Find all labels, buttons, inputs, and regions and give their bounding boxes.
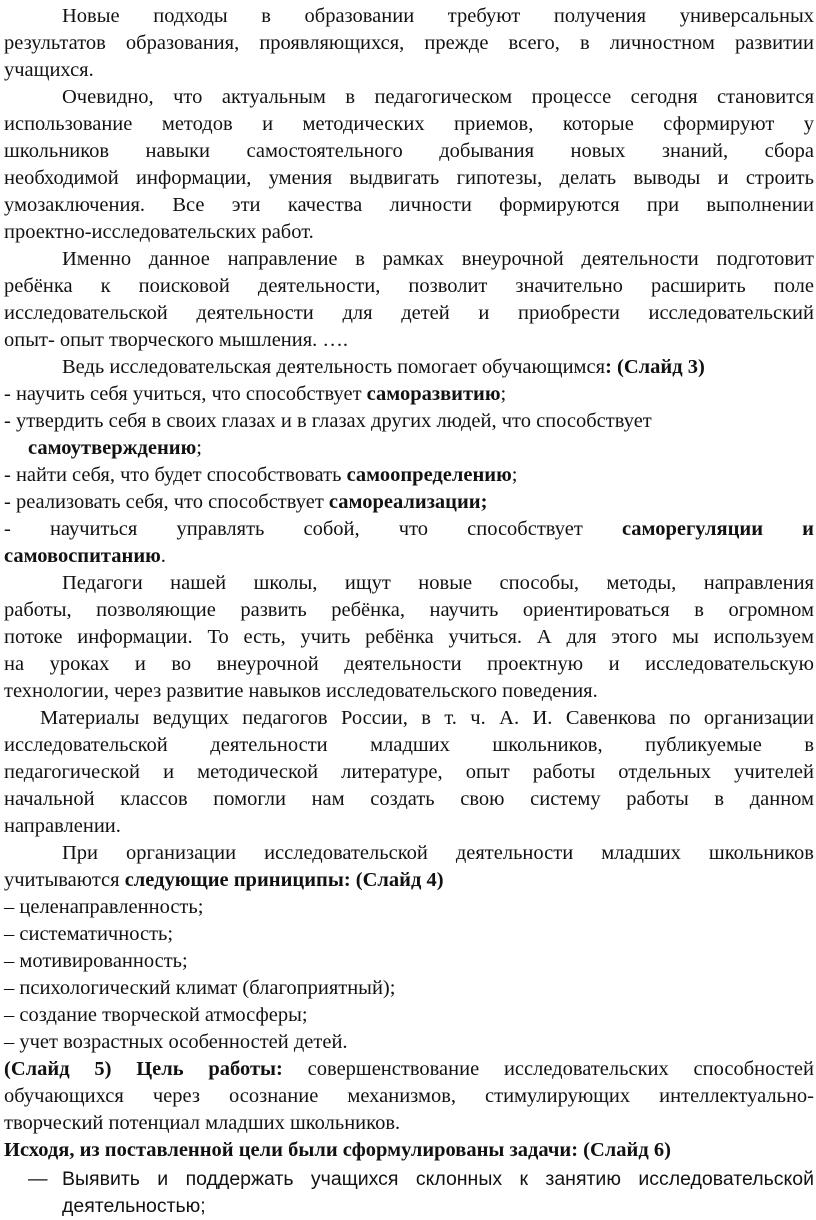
principles-heading: следующие приниципы: (Слайд 4) [124, 869, 444, 891]
task-item: Выявить и поддержать учащихся склонных к занятию исследовательской [62, 1168, 814, 1190]
bold-term: самореализации; [328, 491, 488, 513]
list-item [4, 489, 814, 516]
principle-item: – мотивированность; [4, 950, 188, 972]
text-line: творческий потенциал младших школьников. [4, 1112, 401, 1134]
text-line: необходимой информации, умения выдвигать гипотезы, делать выводы и строить [4, 167, 814, 189]
text-run: - реализовать себя, что способствует [4, 491, 329, 513]
list-item [4, 516, 814, 543]
text-run: ; [196, 437, 202, 459]
slide-ref: : (Слайд 3) [605, 356, 705, 378]
text-run: . [160, 545, 166, 567]
principle-item: – учет возрастных особенностей детей. [4, 1031, 348, 1053]
text-line: учащихся. [4, 59, 94, 81]
text-line: При организации исследовательской деятельности младших школьников [62, 842, 814, 864]
text-line: опыт- опыт творческого мышления. …. [4, 329, 349, 351]
principle-item: – целенаправленность; [4, 896, 204, 918]
task-item-continuation: деятельностью; [62, 1195, 206, 1217]
text-run: совершенствование исследовательских способностей [282, 1058, 815, 1080]
list-item: - утвердить себя в своих глазах и в глазах других людей, что способствует [4, 410, 652, 432]
goal-label: (Слайд 5) Цель работы: [4, 1058, 283, 1080]
text-run: Ведь исследовательская деятельность помогает обучающимся [62, 356, 606, 378]
principle-item: – психологический климат (благоприятный); [4, 977, 396, 999]
text-line: использование методов и методических приемов, которые сформируют у [4, 113, 814, 135]
text-line: технологии, через развитие навыков исследовательского поведения. [4, 680, 598, 702]
text-line: Педагоги нашей школы, ищут новые способы, методы, направления [62, 572, 814, 594]
tasks-heading [4, 1137, 814, 1164]
text-line: умозаключения. Все эти качества личности формируются при выполнении [4, 194, 814, 216]
text-run: ; [511, 464, 518, 486]
text-line [4, 867, 814, 894]
dash-bullet: — [28, 1168, 48, 1190]
text-line: Очевидно, что актуальным в педагогическом процессе сегодня становится [62, 86, 814, 108]
bold-term: саморегуляции и [621, 518, 814, 540]
text-line: начальной классов помогли нам создать свою систему работы в данном [4, 788, 814, 810]
bold-heading: Исходя, из поставленной цели были сформулированы задачи: (Слайд 6) [4, 1139, 671, 1161]
list-item-continuation [28, 435, 814, 462]
text-line: педагогической и методической литературе, опыт работы отдельных учителей [4, 761, 814, 783]
text-line: Именно данное направление в рамках внеурочной деятельности подготовит [62, 248, 814, 270]
list-item [4, 462, 814, 489]
text-run: - научить себя учиться, что способствует [4, 383, 367, 405]
text-run: учитываются [4, 869, 125, 891]
text-line: потоке информации. То есть, учить ребёнка учиться. А для этого мы используем [4, 626, 814, 648]
bold-term: саморазвитию [366, 383, 501, 405]
text-run: ; [500, 383, 507, 405]
text-line: Материалы ведущих педагогов России, в т. ч. А. И. Савенкова по организации [40, 707, 814, 729]
principle-item: – создание творческой атмосферы; [4, 1004, 308, 1026]
text-line: на уроках и во внеурочной деятельности проектную и исследовательскую [4, 653, 814, 675]
list-item-continuation [4, 543, 814, 570]
text-line: направлении. [4, 815, 121, 837]
bold-term: самоопределению [346, 464, 512, 486]
text-line: исследовательской деятельности для детей и приобрести исследовательский [4, 302, 814, 324]
bold-term: самовоспитанию [4, 545, 161, 567]
bold-term: самоутверждению [28, 437, 197, 459]
text-run: - научиться управлять собой, что способствует [4, 518, 622, 540]
text-line [62, 354, 814, 381]
text-line: Новые подходы в образовании требуют получения универсальных [62, 5, 814, 27]
text-line: обучающихся через осознание механизмов, стимулирующих интеллектуально- [4, 1085, 814, 1107]
text-line: проектно-исследовательских работ. [4, 221, 314, 243]
text-line: работы, позволяющие развить ребёнка, научить ориентироваться в огромном [4, 599, 814, 621]
text-line: ребёнка к поисковой деятельности, позволит значительно расширить поле [4, 275, 814, 297]
text-line: результатов образования, проявляющихся, прежде всего, в личностном развитии [4, 32, 814, 54]
text-line: исследовательской деятельности младших школьников, публикуемые в [4, 734, 814, 756]
list-item [4, 381, 814, 408]
principle-item: – систематичность; [4, 923, 174, 945]
text-line: школьников навыки самостоятельного добывания новых знаний, сбора [4, 140, 814, 162]
text-line [4, 1056, 814, 1083]
text-run: - найти себя, что будет способствовать [4, 464, 347, 486]
